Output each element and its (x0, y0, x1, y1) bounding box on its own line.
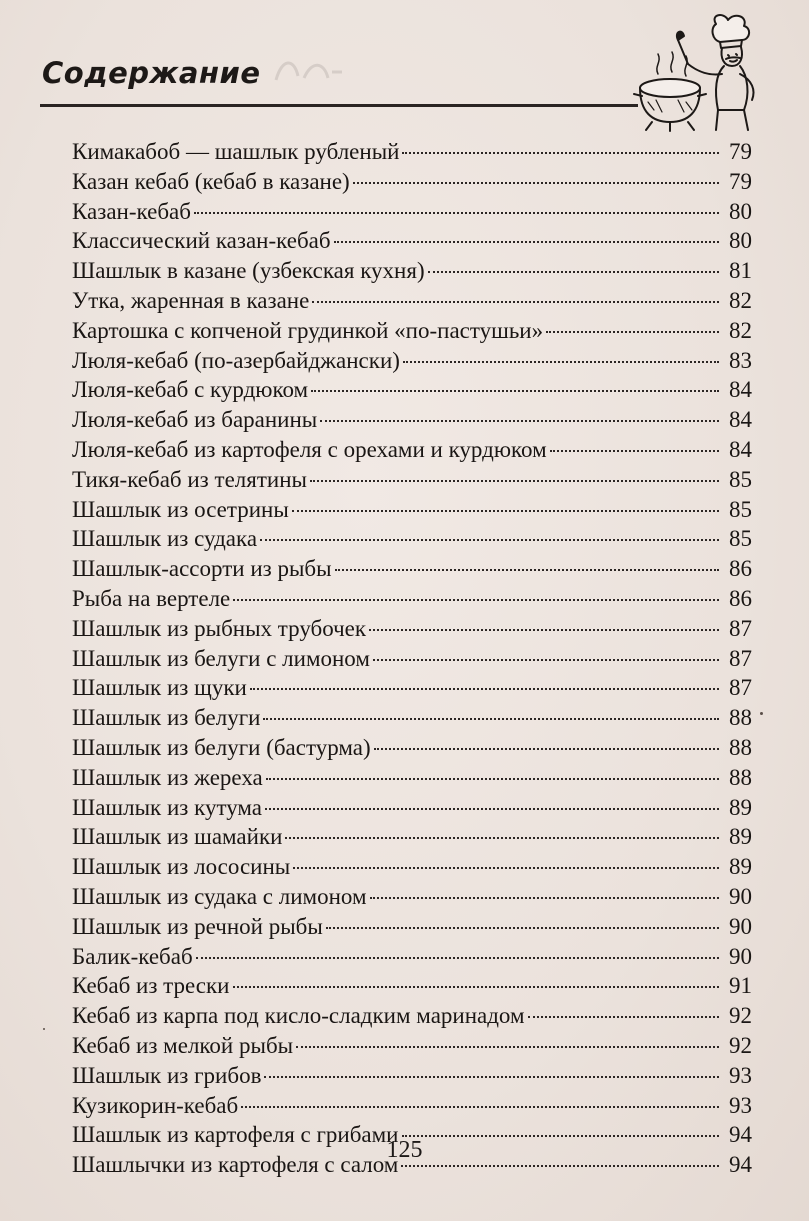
toc-entry-title: Кебаб из карпа под кисло-сладким маринадом (72, 1003, 525, 1029)
dot-leader (353, 182, 719, 184)
toc-entry-page: 89 (729, 854, 752, 880)
toc-entry-title: Утка, жаренная в казане (72, 287, 310, 313)
dot-leader (285, 837, 719, 839)
dot-leader (373, 659, 719, 661)
toc-entry-title: Шашлык из белуги (бастурма) (72, 734, 371, 760)
toc-entry-title: Шашлык из осетрины (72, 496, 289, 522)
toc-entry-title: Люля-кебаб из картофеля с орехами и курдюком (72, 436, 547, 462)
toc-entry (72, 614, 752, 644)
toc-entry-title: Кебаб из мелкой рыбы (72, 1032, 294, 1058)
dot-leader (546, 331, 719, 333)
toc-entry-title: Шашлык из картофеля с грибами (72, 1122, 399, 1148)
toc-entry (72, 435, 752, 465)
toc-entry-page: 89 (729, 824, 752, 850)
dot-leader (296, 1046, 719, 1048)
toc-entry-title: Кимакабоб — шашлык рубленый (72, 139, 400, 164)
toc-entry-page: 79 (729, 139, 752, 164)
dot-leader (264, 1076, 719, 1078)
dot-leader (311, 390, 719, 392)
toc-entry-page: 87 (729, 645, 752, 671)
page-title: Содержание (42, 56, 261, 90)
toc-entry-page: 89 (729, 794, 752, 820)
dot-leader (196, 957, 719, 959)
toc-entry-title: Кебаб из трески (72, 973, 230, 999)
toc-entry (72, 822, 752, 852)
toc-entry-title: Кузикорин-кебаб (72, 1092, 239, 1118)
toc-entry (72, 1091, 752, 1121)
dot-leader (312, 301, 719, 303)
toc-entry-title: Шашлык из грибов (72, 1062, 262, 1088)
toc-entry-page: 82 (729, 287, 752, 313)
toc-entry-page: 82 (729, 317, 752, 343)
toc-entry-title: Казан-кебаб (72, 198, 191, 224)
toc-entry-page: 85 (729, 466, 752, 492)
toc-entry-page: 90 (729, 943, 752, 969)
dot-leader (265, 808, 719, 810)
toc-entry (72, 316, 752, 346)
toc-entry (72, 644, 752, 674)
toc-entry (72, 1061, 752, 1091)
toc-entry-title: Шашлык из рыбных трубочек (72, 615, 367, 641)
toc-entry-page: 86 (729, 585, 752, 611)
dot-leader (550, 450, 719, 452)
toc-entry-page: 81 (729, 258, 752, 284)
toc-entry (72, 495, 752, 525)
dot-leader (335, 569, 719, 571)
toc-entry-title: Шашлык из судака с лимоном (72, 883, 367, 909)
toc-entry (72, 226, 752, 256)
dot-leader (293, 867, 719, 869)
toc-entry-title: Шашлык из жереха (72, 764, 263, 790)
toc-entry-page: 87 (729, 675, 752, 701)
dot-leader (334, 241, 719, 243)
dot-leader (263, 718, 719, 720)
dot-leader (260, 539, 719, 541)
toc-entry-title: Картошка с копченой грудинкой «по-пастушьи» (72, 317, 544, 343)
toc-entry (72, 167, 752, 197)
toc-entry-title: Шашлык из шамайки (72, 824, 283, 850)
dot-leader (401, 1165, 719, 1167)
toc-entry (72, 286, 752, 316)
scan-speck (760, 712, 763, 715)
toc-entry-title: Шашлычки из картофеля с салом (72, 1152, 399, 1178)
toc-entry-page: 88 (729, 764, 752, 790)
toc-entry (72, 882, 752, 912)
toc-entry-title: Классический казан-кебаб (72, 228, 331, 254)
dot-leader (292, 510, 719, 512)
toc-entry-page: 92 (729, 1003, 752, 1029)
toc-entry-title: Люля-кебаб из баранины (72, 407, 318, 433)
toc-entry (72, 763, 752, 793)
toc-entry-title: Шашлык в казане (узбекская кухня) (72, 258, 425, 284)
dot-leader (266, 778, 719, 780)
toc-entry-page: 93 (729, 1092, 752, 1118)
toc-entry-page: 94 (729, 1152, 752, 1178)
toc-entry-page: 84 (729, 407, 752, 433)
chef-cooking-icon (632, 14, 762, 134)
toc-entry-page: 91 (729, 973, 752, 999)
toc-entry-page: 79 (729, 168, 752, 194)
toc-entry-page: 94 (729, 1122, 752, 1148)
toc-entry-page: 80 (729, 198, 752, 224)
toc-entry (72, 1031, 752, 1061)
toc-entry (72, 733, 752, 763)
toc-entry-title: Шашлык из кутума (72, 794, 263, 820)
toc-entry (72, 942, 752, 972)
dot-leader (428, 271, 719, 273)
toc-entry-page: 88 (729, 734, 752, 760)
page-number: 125 (386, 1137, 423, 1163)
dot-leader (194, 212, 719, 214)
toc-entry (72, 673, 752, 703)
toc-entry-title: Шашлык из белуги (72, 705, 261, 731)
dot-leader (241, 1106, 719, 1108)
toc-entry (72, 703, 752, 733)
header-rule (40, 104, 638, 107)
toc-entry (72, 346, 752, 376)
toc-entry (72, 971, 752, 1001)
dot-leader (370, 897, 720, 899)
toc-entry-title: Шашлык из лососины (72, 854, 291, 880)
toc-entry-page: 80 (729, 228, 752, 254)
toc-entry-page: 88 (729, 705, 752, 731)
dot-leader (374, 748, 719, 750)
toc-entry (72, 912, 752, 942)
toc-entry (72, 375, 752, 405)
dot-leader (320, 420, 719, 422)
dot-leader (310, 480, 719, 482)
toc-entry (72, 256, 752, 286)
toc-entry-page: 85 (729, 526, 752, 552)
toc-entry-title: Казан кебаб (кебаб в казане) (72, 168, 350, 194)
toc-entry (72, 584, 752, 614)
toc-entry-page: 87 (729, 615, 752, 641)
toc-entry-title: Балик-кебаб (72, 943, 193, 969)
toc-entry-page: 90 (729, 883, 752, 909)
toc-entry-page: 90 (729, 913, 752, 939)
toc-entry-title: Шашлык из щуки (72, 675, 247, 701)
dot-leader (250, 688, 719, 690)
toc-entry (72, 465, 752, 495)
toc-entry-page: 93 (729, 1062, 752, 1088)
dot-leader (326, 927, 719, 929)
dot-leader (369, 629, 719, 631)
toc-entry (72, 197, 752, 227)
toc-entry-title: Люля-кебаб (по-азербайджански) (72, 347, 400, 373)
toc-entry (72, 554, 752, 584)
toc-entry-page: 83 (729, 347, 752, 373)
show-through-mark (268, 50, 348, 90)
dot-leader (233, 986, 720, 988)
toc-entry-page: 92 (729, 1032, 752, 1058)
toc-entry-title: Рыба на вертеле (72, 585, 231, 611)
toc-entry-title: Люля-кебаб с курдюком (72, 377, 309, 403)
toc-entry (72, 793, 752, 823)
toc-entry-title: Шашлык из судака (72, 526, 258, 552)
toc-entry-title: Шашлык из речной рыбы (72, 913, 323, 939)
table-of-contents (72, 137, 752, 1180)
toc-entry-page: 85 (729, 496, 752, 522)
toc-entry (72, 1001, 752, 1031)
toc-entry-page: 86 (729, 556, 752, 582)
toc-entry-page: 84 (729, 377, 752, 403)
toc-entry (72, 137, 752, 167)
dot-leader (403, 361, 719, 363)
toc-entry (72, 405, 752, 435)
toc-entry-title: Шашлык из белуги с лимоном (72, 645, 370, 671)
toc-entry (72, 524, 752, 554)
dot-leader (233, 599, 719, 601)
toc-entry-title: Тикя-кебаб из телятины (72, 466, 307, 492)
toc-entry-title: Шашлык-ассорти из рыбы (72, 556, 332, 582)
scan-speck (43, 1028, 45, 1030)
dot-leader (402, 152, 719, 154)
toc-entry-page: 84 (729, 436, 752, 462)
dot-leader (528, 1016, 719, 1018)
toc-entry (72, 852, 752, 882)
